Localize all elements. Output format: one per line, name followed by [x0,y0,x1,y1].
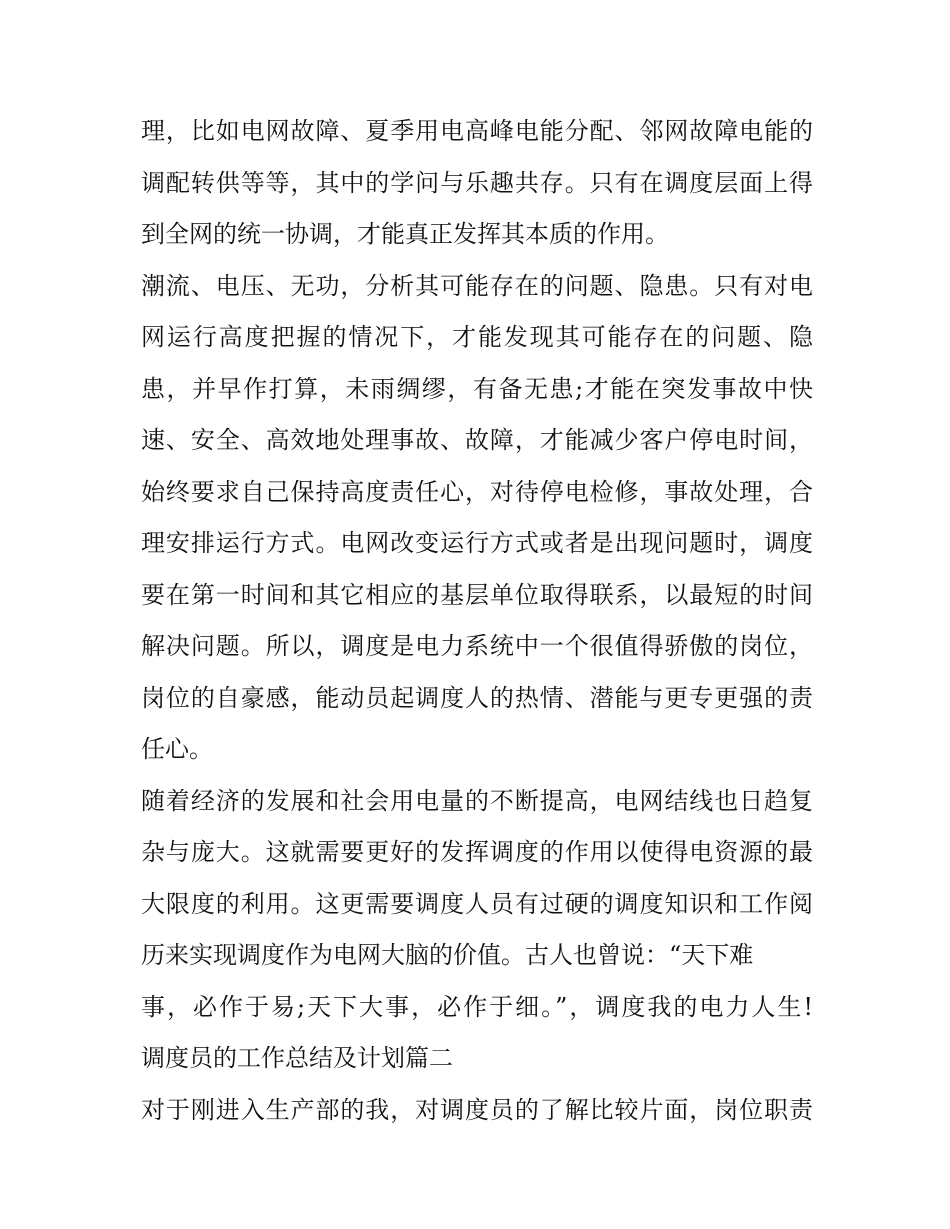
text-line: 事，必作于易;天下大事，必作于细。”，调度我的电力人生! [141,992,813,1021]
text-line: 始终要求自己保持高度责任心，对待停电检修，事故处理，合 [141,477,813,506]
document-body [141,106,813,1136]
text-line: 潮流、电压、无功，分析其可能存在的问题、隐患。只有对电 [141,271,813,300]
text-line: 网运行高度把握的情况下，才能发现其可能存在的问题、隐 [141,323,813,351]
text-line: 随着经济的发展和社会用电量的不断提高，电网结线也日趋复 [141,786,813,815]
text-line: 任心。 [141,735,213,763]
text-line: 要在第一时间和其它相应的基层单位取得联系，以最短的时间 [141,580,813,609]
text-line: 到全网的统一协调，才能真正发挥其本质的作用。 [141,220,669,248]
text-line: 杂与庞大。这就需要更好的发挥调度的作用以使得电资源的最 [141,838,813,866]
text-line: 大限度的利用。这更需要调度人员有过硬的调度知识和工作阅 [141,889,813,918]
text-line: 速、安全、高效地处理事故、故障，才能减少客户停电时间， [141,426,813,454]
text-line: 解决问题。所以，调度是电力系统中一个很值得骄傲的岗位， [141,632,813,660]
text-line: 历来实现调度作为电网大脑的价值。古人也曾说：“天下难 [141,941,754,969]
text-line: 岗位的自豪感，能动员起调度人的热情、潜能与更专更强的责 [141,683,813,712]
text-line: 患，并早作打算，未雨绸缪，有备无患;才能在突发事故中快 [141,374,813,403]
section-heading: 调度员的工作总结及计划篇二 [141,1044,453,1072]
text-line: 对于刚进入生产部的我，对调度员的了解比较片面，岗位职责 [141,1095,813,1124]
text-line: 理安排运行方式。电网改变运行方式或者是出现问题时，调度 [141,529,813,557]
text-line: 理，比如电网故障、夏季用电高峰电能分配、邻网故障电能的 [141,117,813,145]
text-line: 调配转供等等，其中的学问与乐趣共存。只有在调度层面上得 [141,168,813,197]
